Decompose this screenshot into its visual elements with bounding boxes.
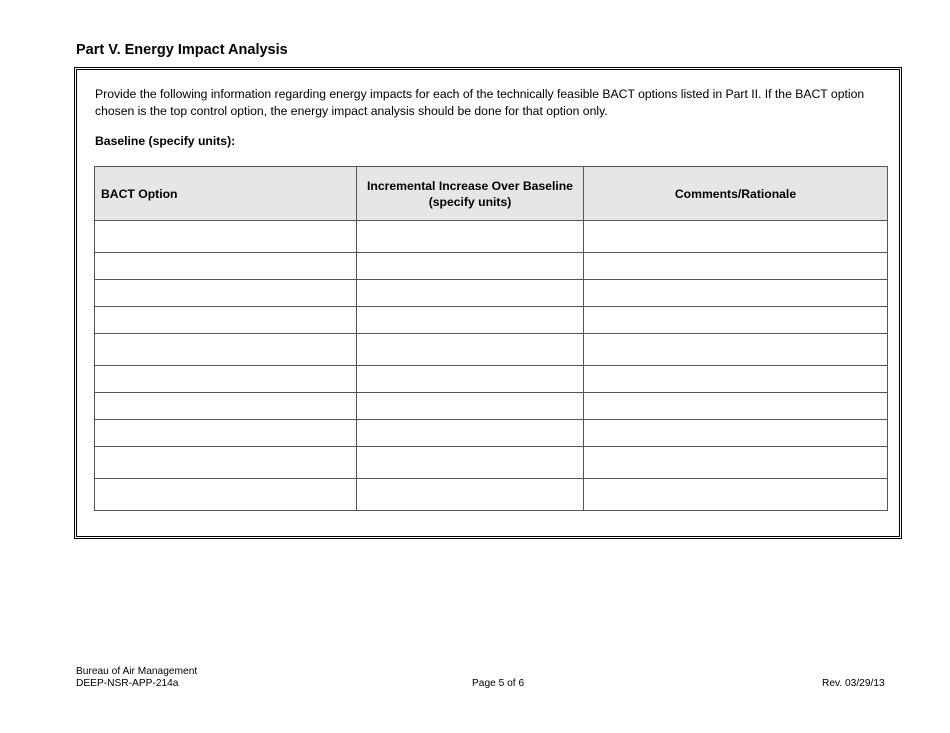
- bact-option-cell[interactable]: [95, 393, 357, 420]
- footer-form-id: DEEP-NSR-APP-214a: [76, 678, 179, 689]
- incremental-increase-cell[interactable]: [357, 221, 584, 253]
- footer-agency: Bureau of Air Management: [76, 666, 198, 677]
- footer-revision: Rev. 03/29/13: [822, 678, 885, 689]
- incremental-increase-cell[interactable]: [357, 447, 584, 479]
- footer-page-number: Page 5 of 6: [472, 678, 525, 689]
- incremental-increase-cell[interactable]: [357, 366, 584, 393]
- bact-option-cell[interactable]: [95, 253, 357, 280]
- header-incremental-increase-line1: Incremental Increase Over Baseline: [367, 178, 573, 193]
- bact-option-cell[interactable]: [95, 307, 357, 334]
- comments-cell[interactable]: [584, 280, 888, 307]
- table-row: [95, 334, 888, 366]
- header-incremental-increase: [357, 167, 584, 221]
- comments-cell[interactable]: [584, 393, 888, 420]
- header-incremental-increase-line2: (specify units): [428, 194, 512, 209]
- header-comments-rationale: Comments/Rationale: [584, 167, 888, 221]
- section-title: Part V. Energy Impact Analysis: [76, 42, 288, 58]
- incremental-increase-cell[interactable]: [357, 307, 584, 334]
- energy-impact-table: [94, 166, 888, 511]
- comments-cell[interactable]: [584, 479, 888, 511]
- header-bact-option: BACT Option: [95, 167, 357, 221]
- comments-cell[interactable]: [584, 420, 888, 447]
- comments-cell[interactable]: [584, 334, 888, 366]
- table-row: [95, 479, 888, 511]
- comments-cell[interactable]: [584, 307, 888, 334]
- comments-cell[interactable]: [584, 366, 888, 393]
- table-row: [95, 307, 888, 334]
- bact-option-cell[interactable]: [95, 334, 357, 366]
- table-header-row: [95, 167, 888, 221]
- incremental-increase-cell[interactable]: [357, 479, 584, 511]
- baseline-label: Baseline (specify units):: [95, 134, 236, 148]
- incremental-increase-cell[interactable]: [357, 393, 584, 420]
- table-row: [95, 366, 888, 393]
- bact-option-cell[interactable]: [95, 420, 357, 447]
- table-row: [95, 420, 888, 447]
- incremental-increase-cell[interactable]: [357, 334, 584, 366]
- bact-option-cell[interactable]: [95, 479, 357, 511]
- bact-option-cell[interactable]: [95, 221, 357, 253]
- bact-option-cell[interactable]: [95, 280, 357, 307]
- bact-option-cell[interactable]: [95, 447, 357, 479]
- table-row: [95, 280, 888, 307]
- incremental-increase-cell[interactable]: [357, 280, 584, 307]
- instructions-text: Provide the following information regarding energy impacts for each of the technically feasible BACT options listed in Part II. If the BACT option chosen is the top control option, the energy impact analysis should be done for that option only.: [95, 87, 865, 118]
- footer-left: [76, 666, 197, 690]
- comments-cell[interactable]: [584, 253, 888, 280]
- bact-option-cell[interactable]: [95, 366, 357, 393]
- table-row: [95, 393, 888, 420]
- incremental-increase-cell[interactable]: [357, 420, 584, 447]
- incremental-increase-cell[interactable]: [357, 253, 584, 280]
- comments-cell[interactable]: [584, 447, 888, 479]
- energy-impact-box: [74, 67, 902, 539]
- comments-cell[interactable]: [584, 221, 888, 253]
- table-row: [95, 447, 888, 479]
- table-row: [95, 253, 888, 280]
- table-row: [95, 221, 888, 253]
